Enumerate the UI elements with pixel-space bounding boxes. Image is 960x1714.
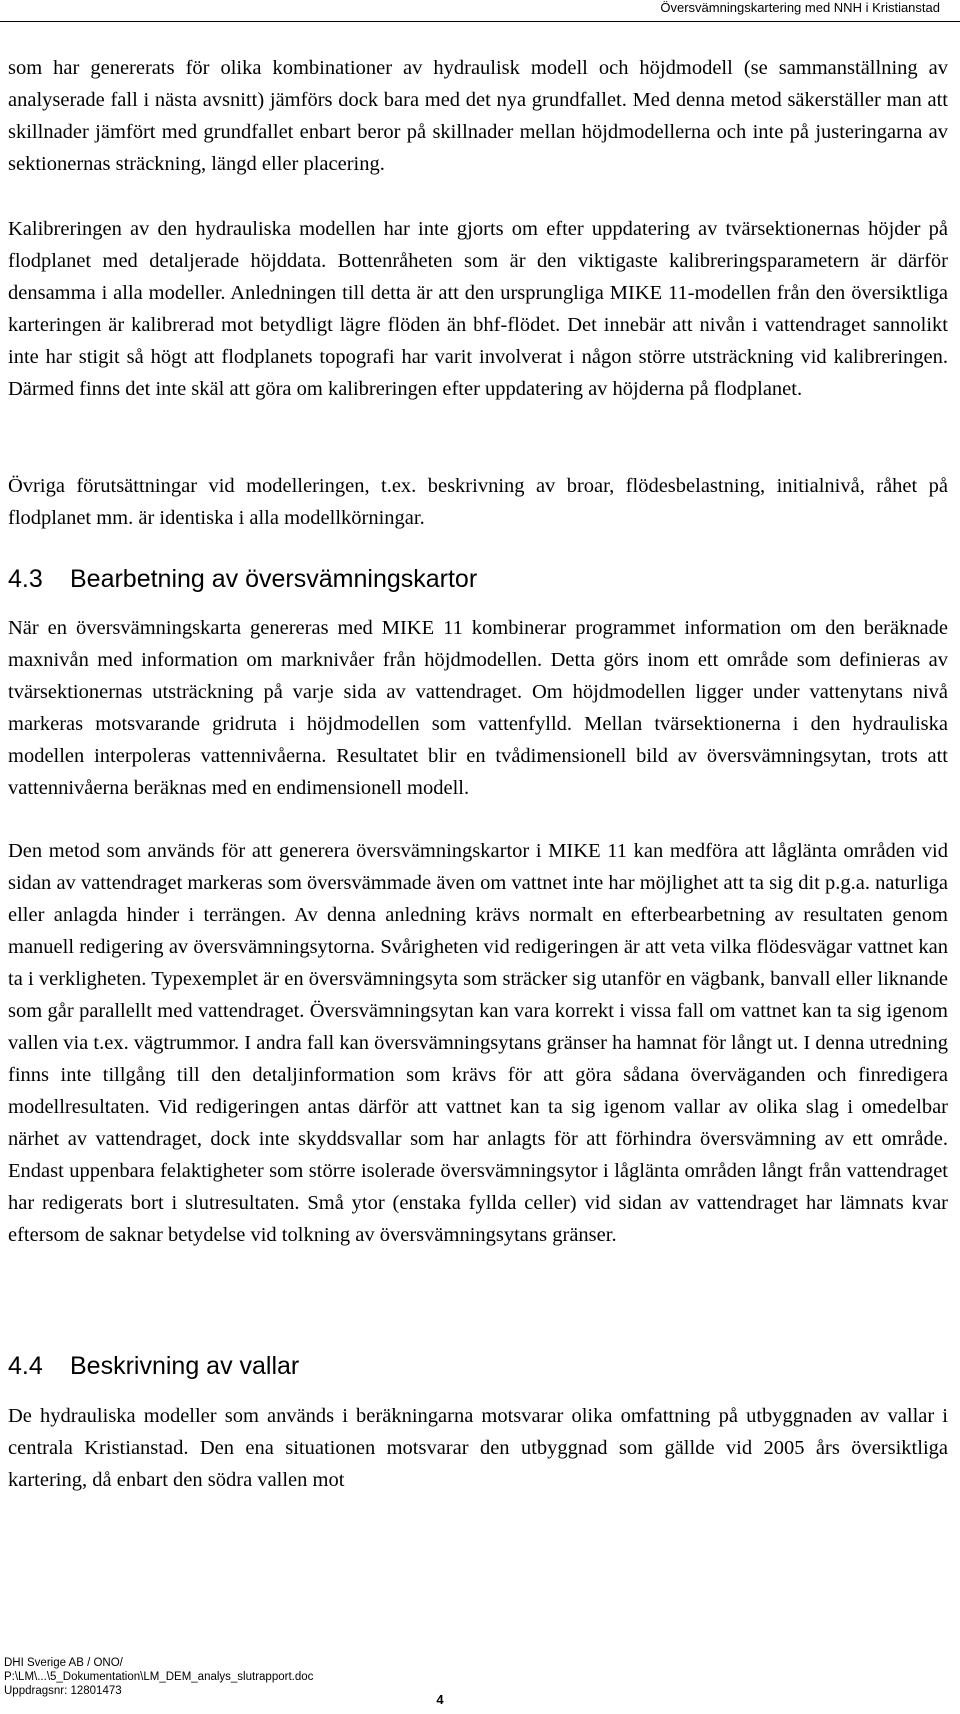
section-number: 4.4 (8, 1352, 43, 1380)
section-number: 4.3 (8, 565, 43, 593)
footer-company: DHI Sverige AB / ONO/ (4, 1657, 123, 1669)
section-heading-4-3 (8, 563, 948, 595)
paragraph-metod-redigering: Den metod som används för att generera översvämningskartor i MIKE 11 kan medföra att låglänta områden vid sidan av vattendraget markeras som översvämmade även om vattnet inte har möjlighet att ta sig dit p.g.a. naturliga eller anlagda hinder i terrängen. Av denna anledning krävs normalt en efterbearbetning av resultaten genom manuell redigering av översvämningsytorna. Svårigheten vid redigeringen är att veta vilka flödesvägar vattnet kan ta i verkligheten. Typexemplet är en översvämningsyta som sträcker sig utanför en vägbank, banvall eller liknande som går parallellt med vattendraget. Översvämningsytan kan vara korrekt i vissa fall om vattnet kan ta sig igenom vallen via t.ex. vägtrummor. I andra fall kan översvämningsytans gränser ha hamnat för långt ut. I denna utredning finns inte tillgång till den detaljinformation som krävs för att göra sådana överväganden och finredigera modellresultaten. Vid redigeringen antas därför att vattnet kan ta sig igenom vallar av olika slag i omedelbar närhet av vattendraget, dock inte skyddsvallar som har anlagts för att förhindra översvämning av ett område. Endast uppenbara felaktigheter som större isolerade översvämningsytor i låglänta områden långt från vattendraget har redigerats bort i slutresultaten. Små ytor (enstaka fyllda celler) vid sidan av vattendraget har lämnats kvar eftersom de saknar betydelse vid tolkning av översvämningsytans gränser. (8, 840, 948, 1246)
paragraph-grundfallet: som har genererats för olika kombinationer av hydraulisk modell och höjdmodell (se sammanställning av analyserade fall i nästa avsnitt) jämförs dock bara med det nya grundfallet. Med denna metod säkerställer man att skillnader jämfört med grundfallet enbart beror på skillnader mellan höjdmodellerna och inte på justeringarna av sektionernas sträckning, längd eller placering. (8, 57, 948, 175)
footer-file-path: P:\LM\...\5_Dokumentation\LM_DEM_analys_slutrapport.doc (4, 1671, 314, 1683)
page-footer (4, 1656, 313, 1698)
paragraph-kalibrering: Kalibreringen av den hydrauliska modellen har inte gjorts om efter uppdatering av tvärsektionernas höjder på flodplanet med detaljerade höjddata. Bottenråheten som är den viktigaste kalibreringsparametern är därför densamma i alla modeller. Anledningen till detta är att den ursprungliga MIKE 11-modellen från den översiktliga karteringen är kalibrerad mot betydligt lägre flöden än bhf-flödet. Det innebär att nivån i vattendraget sannolikt inte har stigit så högt att flodplanets topografi har varit involverat i någon större utsträckning vid kalibreringen. Därmed finns det inte skäl att göra om kalibreringen efter uppdatering av höjderna på flodplanet. (8, 218, 948, 400)
section-title: Bearbetning av översvämningskartor (70, 565, 478, 593)
page-number: 4 (436, 1692, 444, 1707)
paragraph-oversvamningskarta: När en översvämningskarta genereras med MIKE 11 kombinerar programmet information om den beräknade maxnivån med information om marknivåer från höjdmodellen. Detta görs inom ett område som definieras av tvärsektionernas utsträckning på varje sida av vattendraget. Om höjdmodellen ligger under vattenytans nivå markeras motsvarande gridruta i höjdmodellen som vattenfylld. Mellan tvärsektionerna i den hydrauliska modellen interpoleras vattennivåerna. Resultatet blir en tvådimensionell bild av översvämningsytan, trots att vattennivåerna beräknas med en endimensionell modell. (8, 617, 948, 799)
paragraph-ovriga-forutsattningar: Övriga förutsättningar vid modelleringen, t.ex. beskrivning av broar, flödesbelastning, initialnivå, råhet på flodplanet mm. är identiska i alla modellkörningar. (8, 475, 948, 529)
running-header: Översvämningskartering med NNH i Kristianstad (660, 0, 940, 15)
paragraph-vallar: De hydrauliska modeller som används i beräkningarna motsvarar olika omfattning på utbyggnaden av vallar i centrala Kristianstad. Den ena situationen motsvarar den utbyggnad som gällde vid 2005 års översiktliga kartering, då enbart den södra vallen mot (8, 1405, 948, 1491)
section-title: Beskrivning av vallar (70, 1352, 300, 1380)
header-divider (0, 21, 960, 22)
section-heading-4-4 (8, 1350, 948, 1382)
footer-assignment-number: Uppdragsnr: 12801473 (4, 1685, 122, 1697)
